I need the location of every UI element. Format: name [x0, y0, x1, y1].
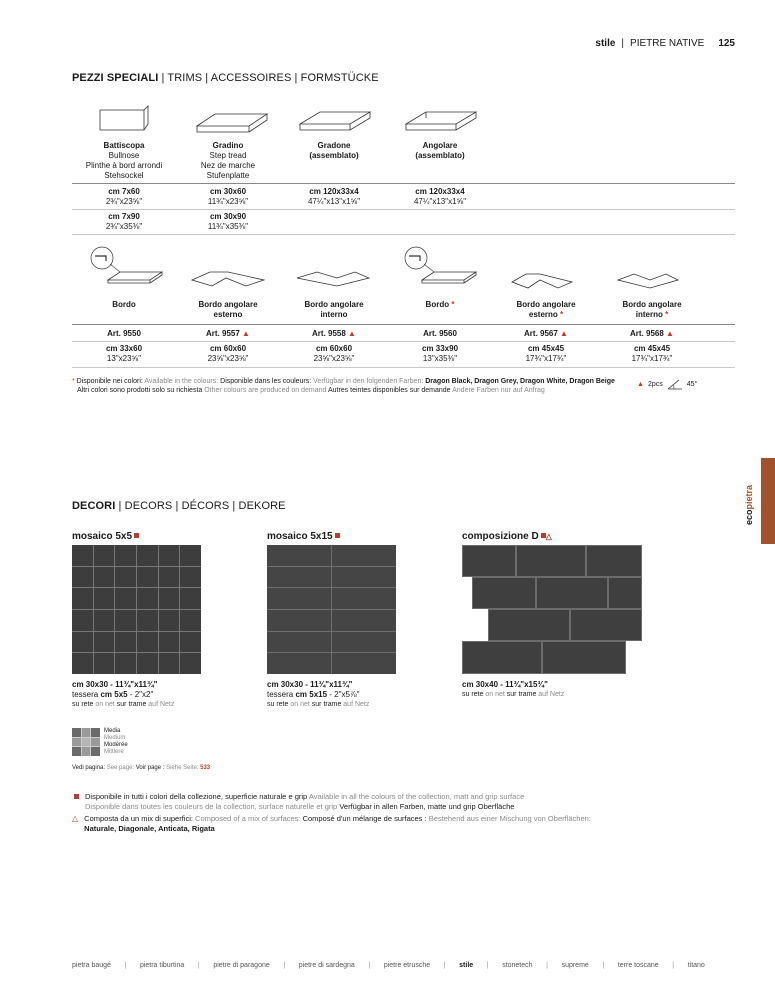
measure-inch: 17¾"x17¾"	[631, 354, 673, 363]
note-en: Available in the colours:	[142, 378, 219, 385]
brick	[472, 577, 536, 609]
brick	[536, 577, 608, 609]
decori-title-rest: | DECORS | DÉCORS | DEKORE	[115, 500, 286, 512]
note-de: Verfügbar in den folgenden Farben:	[311, 378, 424, 385]
note-en: Available in all the colours of the collection, matt and grip surface	[307, 792, 525, 801]
deco-caption-5x5	[72, 680, 174, 710]
measure-cm: cm 30x60	[209, 187, 247, 196]
footer-link-active[interactable]: stile	[459, 962, 474, 969]
footer-link[interactable]: stonetech	[502, 962, 533, 969]
deco-tile-cm: cm 5x15	[295, 690, 328, 699]
legend-en: Medium	[104, 735, 126, 741]
edge-art	[384, 329, 496, 339]
edge-art	[278, 329, 390, 339]
trim-label-fr: Plinthe à bord arrondi	[85, 161, 163, 170]
triangle-outline-icon: △	[545, 532, 552, 541]
deco-title-mosaico-5x15	[267, 531, 340, 542]
variation-swatch	[72, 728, 100, 756]
net-en: on net	[288, 701, 310, 708]
triangle-icon: ▲	[637, 380, 644, 388]
edge-art	[596, 329, 708, 339]
pieces-legend	[637, 378, 697, 390]
legend-it: Media	[104, 728, 121, 734]
square-icon	[74, 794, 79, 799]
trim-name: Gradino	[212, 141, 244, 150]
edge-bordo-angolare-esterno	[172, 300, 284, 320]
triangle-icon: ▲	[348, 329, 356, 338]
footer-link[interactable]: pietre di paragone	[213, 962, 270, 969]
measure-cm: cm 45x45	[527, 344, 565, 353]
pieces-label: 2pcs	[647, 380, 663, 388]
gradone-drawing	[296, 104, 376, 138]
trim-measure	[68, 187, 180, 207]
trim-gradone	[278, 141, 390, 161]
deco-size: cm 30x30 - 11¾"x11¾"	[72, 680, 158, 689]
deco-size: cm 30x40 - 11¾"x15¾"	[462, 680, 548, 689]
edge-name-2: interno	[320, 310, 348, 319]
deco-size: cm 30x30 - 11¾"x11¾"	[267, 680, 353, 689]
see-fr: Voir page :	[134, 765, 165, 771]
deco-caption-5x15	[267, 680, 369, 710]
net-de: auf Netz	[146, 701, 175, 708]
net-en: on net	[483, 691, 505, 698]
measure-cm: cm 45x45	[633, 344, 671, 353]
edge-name: Bordo angolare	[304, 300, 364, 309]
trim-label-de: Stufenplatte	[206, 171, 250, 180]
edge-bordo-angolare-interno-star	[596, 300, 708, 320]
star-marker: *	[557, 310, 564, 319]
measure-inch: 23⅝"x23⅝"	[207, 354, 249, 363]
step-tread-drawing	[193, 108, 273, 138]
mosaico-5x15-image	[267, 545, 396, 674]
trim-measure	[278, 187, 390, 207]
availability-note	[72, 377, 632, 395]
edge-bordo-angolare-interno	[278, 300, 390, 320]
measure-cm: cm 30x90	[209, 212, 247, 221]
edge-measure	[172, 344, 284, 364]
net-fr: sur trame	[504, 691, 537, 698]
note-de: Andere Farben nur auf Anfrag	[450, 387, 545, 394]
composizione-d-image	[462, 545, 642, 674]
net-it: su rete	[462, 691, 484, 698]
see-de: Siehe Seite:	[164, 765, 199, 771]
edge-name: Bordo angolare	[516, 300, 576, 309]
note-it: Composta da un mix di superfici:	[84, 814, 193, 823]
note-it: Disponibile in tutti i colori della collezione, superficie naturale e grip	[85, 792, 308, 801]
see-en: See page:	[105, 765, 135, 771]
star-marker: *	[662, 310, 669, 319]
surface-note	[72, 792, 672, 834]
trim-measure	[172, 187, 284, 207]
trim-label-en: Bullnose	[108, 151, 140, 160]
note-de: Verfügbar in allen Farben, matte und grip Oberfläche	[337, 802, 515, 811]
brick	[586, 545, 642, 577]
deco-title-text: mosaico 5x15	[267, 531, 333, 542]
net-it: su rete	[72, 701, 94, 708]
measure-cm: cm 33x90	[421, 344, 459, 353]
angle-icon	[667, 378, 683, 390]
bullnose-drawing	[96, 104, 156, 138]
measure-cm: cm 60x60	[315, 344, 353, 353]
edge-name: Bordo angolare	[622, 300, 682, 309]
brick	[570, 609, 642, 641]
edge-name: Bordo	[425, 300, 450, 309]
note-it: Altri colori sono prodotti solo su richiesta	[77, 387, 203, 394]
edge-art	[68, 329, 180, 339]
trim-label-fr: Nez de marche	[200, 161, 256, 170]
bordo-angolare-esterno-star-drawing	[508, 270, 578, 292]
note-fr: Composé d'un mélange de surfaces :	[300, 814, 427, 823]
surface-list: Naturale, Diagonale, Anticata, Rigata	[84, 824, 215, 833]
edge-art	[490, 329, 602, 339]
note-fr: Autres teintes disponibles sur demande	[326, 387, 451, 394]
header-separator: |	[621, 38, 625, 49]
trim-gradino	[172, 141, 284, 181]
triangle-outline-icon: △	[72, 814, 79, 823]
edge-name-2: interno	[635, 310, 663, 319]
measure-inch: 2¾"x35⅜"	[105, 222, 143, 231]
measure-cm: cm 120x33x4	[309, 187, 359, 196]
measure-cm: cm 7x60	[108, 187, 140, 196]
art-number: Art. 9550	[107, 329, 141, 338]
variation-legend	[104, 728, 128, 756]
art-number: Art. 9560	[423, 329, 457, 338]
star-marker: *	[449, 300, 455, 309]
trim-name: Battiscopa	[103, 141, 145, 150]
footer-link[interactable]: titano	[687, 962, 705, 969]
trim-measure	[384, 187, 496, 207]
deco-tile-label: tessera	[267, 690, 296, 699]
brick	[488, 609, 570, 641]
trim-measure	[68, 212, 180, 232]
star-marker: *	[72, 378, 75, 385]
brick	[516, 545, 586, 577]
edge-measure	[68, 344, 180, 364]
divider	[72, 324, 735, 325]
art-number: Art. 9567	[524, 329, 558, 338]
net-fr: sur trame	[114, 701, 147, 708]
page-header	[595, 38, 735, 49]
edge-bordo-angolare-esterno-star	[490, 300, 602, 320]
trim-label-en: Step tread	[209, 151, 247, 160]
mosaico-5x5-image	[72, 545, 201, 674]
trims-section-title	[72, 72, 379, 84]
measure-inch: 11¾"x35⅜"	[207, 222, 249, 231]
measure-cm: cm 7x90	[108, 212, 140, 221]
trim-name: Gradone	[317, 141, 351, 150]
see-page-note	[72, 764, 210, 773]
measure-cm: cm 33x60	[105, 344, 143, 353]
brick	[462, 545, 516, 577]
side-tab-label-b: pietra	[744, 484, 754, 510]
note-colors: Dragon Black, Dragon Grey, Dragon White, Dragon Beige	[423, 378, 615, 385]
footer-link[interactable]: supreme	[561, 962, 589, 969]
footer-link[interactable]: pietre di sardegna	[298, 962, 355, 969]
divider	[72, 367, 735, 368]
measure-inch: 13"x35⅜"	[422, 354, 458, 363]
trims-title-bold: PEZZI SPECIALI	[72, 72, 159, 84]
edge-bordo	[68, 300, 180, 310]
measure-inch: 17¾"x17¾"	[525, 354, 567, 363]
note-en: Other colours are produced on demand	[202, 387, 327, 394]
angle-label: 45°	[686, 380, 698, 388]
edge-name-2: esterno	[528, 310, 558, 319]
footer-link[interactable]: terre toscane	[617, 962, 659, 969]
deco-caption-composizione	[462, 680, 564, 700]
deco-title-text: composizione D	[462, 531, 539, 542]
measure-inch: 23⅝"x23⅝"	[313, 354, 355, 363]
side-tab-label-a: eco	[744, 509, 754, 526]
measure-inch: 11¾"x23⅝"	[207, 197, 249, 206]
deco-tile-inch: - 2"x2"	[127, 690, 154, 699]
edge-measure	[278, 344, 390, 364]
legend-de: Mittlere	[104, 749, 124, 755]
net-fr: sur trame	[309, 701, 342, 708]
edge-bordo-star	[384, 300, 496, 310]
brick	[462, 641, 542, 674]
edge-art	[172, 329, 284, 339]
deco-title-mosaico-5x5	[72, 531, 139, 542]
edge-name: Bordo	[112, 300, 136, 309]
bordo-angolare-interno-star-drawing	[614, 270, 684, 292]
footer-link[interactable]: pietra baugé	[72, 962, 111, 969]
edge-name-2: esterno	[213, 310, 243, 319]
net-de: auf Netz	[536, 691, 565, 698]
trims-title-rest: | TRIMS | ACCESSOIRES | FORMSTÜCKE	[158, 72, 379, 84]
bordo-star-drawing	[400, 244, 480, 288]
trim-label-sub: (assemblato)	[415, 151, 465, 160]
angolare-drawing	[402, 104, 482, 138]
measure-inch: 47¼"x13"x1⅝"	[307, 197, 361, 206]
bordo-angolare-interno-drawing	[293, 268, 373, 292]
deco-title-text: mosaico 5x5	[72, 531, 133, 542]
triangle-icon: ▲	[666, 329, 674, 338]
deco-tile-cm: cm 5x5	[100, 690, 128, 699]
bordo-angolare-esterno-drawing	[188, 268, 268, 292]
collection-name: PIETRE NATIVE	[630, 38, 705, 49]
measure-inch: 2¾"x23⅝"	[105, 197, 143, 206]
note-fr: Disponible dans les couleurs:	[218, 378, 312, 385]
decori-title-bold: DECORI	[72, 500, 116, 512]
deco-tile-inch: - 2"x5⅞"	[327, 690, 360, 699]
trim-angolare	[384, 141, 496, 161]
side-tab-label	[744, 470, 760, 540]
footer-link[interactable]: pietre etrusche	[383, 962, 431, 969]
art-number: Art. 9558	[312, 329, 346, 338]
edge-measure	[596, 344, 708, 364]
deco-tile-label: tessera	[72, 690, 101, 699]
note-fr: Disponible dans toutes les couleurs de la collection, surface naturelle et grip	[85, 802, 338, 811]
measure-inch: 13"x23⅝"	[106, 354, 142, 363]
brick	[542, 641, 626, 674]
art-number: Art. 9557	[206, 329, 240, 338]
bordo-drawing	[86, 244, 166, 288]
triangle-icon: ▲	[560, 329, 568, 338]
divider	[72, 183, 735, 184]
measure-cm: cm 60x60	[209, 344, 247, 353]
see-page-number[interactable]: 533	[198, 765, 211, 771]
footer-link[interactable]: pietra tiburtina	[139, 962, 185, 969]
square-icon	[335, 533, 340, 538]
see-it: Vedi pagina:	[72, 765, 106, 771]
note-de: Bestehend aus einer Mischung von Oberflächen:	[426, 814, 591, 823]
note-en: Composed of a mix of surfaces:	[192, 814, 301, 823]
footer-nav: pietra baugé | pietra tiburtina | pietre di paragone | pietre di sardegna | pietre etrusche | stile | stonetech | supreme | terre toscane | titano	[72, 962, 705, 969]
brand-name: stile	[595, 38, 616, 49]
net-en: on net	[93, 701, 115, 708]
edge-name: Bordo angolare	[198, 300, 258, 309]
square-icon	[134, 533, 139, 538]
side-tab	[761, 458, 775, 544]
edge-measure	[384, 344, 496, 364]
divider	[72, 341, 735, 342]
art-number: Art. 9568	[630, 329, 664, 338]
legend-fr: Modérée	[104, 742, 128, 748]
trim-measure	[172, 212, 284, 232]
net-de: auf Netz	[341, 701, 370, 708]
measure-cm: cm 120x33x4	[415, 187, 465, 196]
deco-title-composizione-d	[462, 531, 552, 542]
net-it: su rete	[267, 701, 289, 708]
divider	[72, 209, 735, 210]
trim-label-de: Stehsockel	[104, 171, 144, 180]
page-number: 125	[718, 38, 735, 49]
note-it: Disponibile nei colori:	[74, 378, 143, 385]
edge-measure	[490, 344, 602, 364]
divider	[72, 234, 735, 235]
trim-label-sub: (assemblato)	[309, 151, 359, 160]
decori-section-title	[72, 500, 286, 512]
trim-battiscopa	[68, 141, 180, 181]
triangle-icon: ▲	[242, 329, 250, 338]
trim-name: Angolare	[422, 141, 458, 150]
brick	[608, 577, 642, 609]
measure-inch: 47¼"x13"x1⅝"	[413, 197, 467, 206]
